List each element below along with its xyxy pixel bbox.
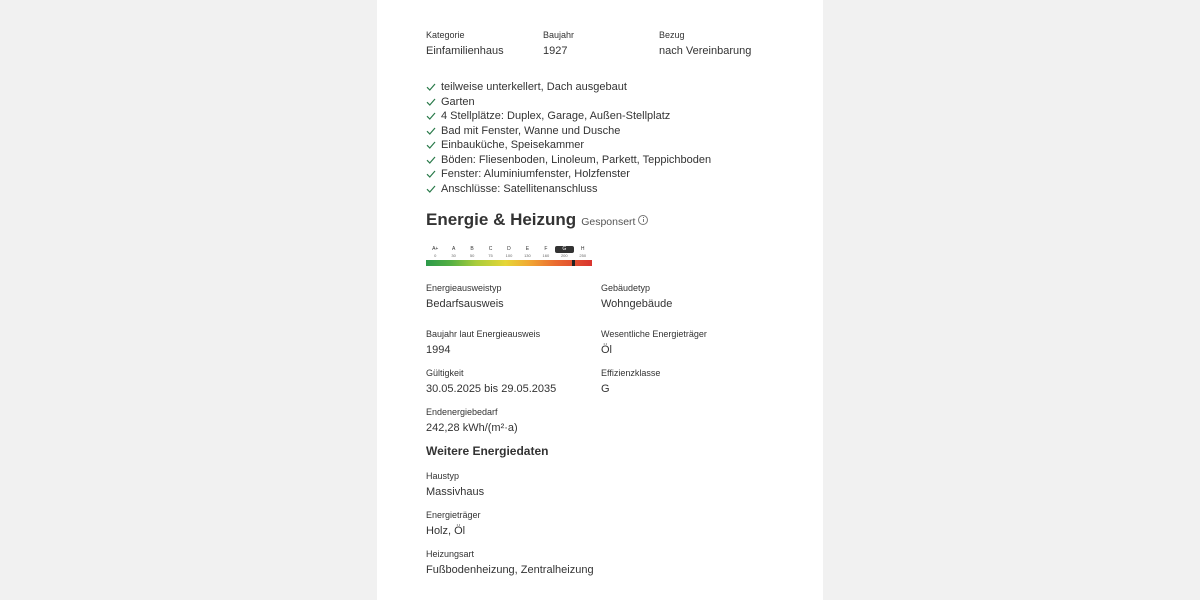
field-value: Bedarfsausweis xyxy=(426,298,504,310)
check-icon xyxy=(426,155,436,165)
feature-label: Fenster: Aluminiumfenster, Holzfenster xyxy=(441,168,630,181)
fact-value: Einfamilienhaus xyxy=(426,45,504,57)
scale-value-label: 200 xyxy=(560,253,568,258)
energy-field xyxy=(601,329,707,357)
field-label: Wesentliche Energieträger xyxy=(601,329,707,339)
fact-kategorie xyxy=(426,30,504,58)
feature-label: teilweise unterkellert, Dach ausgebaut xyxy=(441,81,627,94)
info-icon[interactable] xyxy=(638,215,648,225)
feature-item xyxy=(426,182,711,197)
field-label: Baujahr laut Energieausweis xyxy=(426,329,541,339)
check-icon xyxy=(426,169,436,179)
field-value: 1994 xyxy=(426,344,451,356)
scale-class-labels xyxy=(426,246,592,253)
more-energy-field xyxy=(426,549,594,577)
field-label: Gebäudetyp xyxy=(601,283,651,293)
check-icon xyxy=(426,111,436,121)
field-value: Holz, Öl xyxy=(426,525,466,537)
feature-label: Böden: Fliesenboden, Linoleum, Parkett, Teppichboden xyxy=(441,153,712,166)
fact-value: nach Vereinbarung xyxy=(659,45,752,57)
check-icon xyxy=(426,126,436,136)
fact-baujahr xyxy=(543,30,574,58)
scale-class-label: D xyxy=(507,246,511,252)
energy-field xyxy=(426,407,518,435)
field-value: G xyxy=(601,383,610,395)
more-energy-field xyxy=(426,471,484,499)
field-value: 242,28 kWh/(m²·a) xyxy=(426,422,518,434)
field-value: Fußbodenheizung, Zentralheizung xyxy=(426,564,594,576)
scale-value-label: 100 xyxy=(505,253,513,258)
field-value: Massivhaus xyxy=(426,486,485,498)
fact-label: Baujahr xyxy=(543,30,575,40)
energy-field xyxy=(601,368,660,396)
field-value: Öl xyxy=(601,344,612,356)
feature-label: Einbauküche, Speisekammer xyxy=(441,139,585,152)
scale-value-labels xyxy=(426,253,592,259)
feature-label: Bad mit Fenster, Wanne und Dusche xyxy=(441,124,621,137)
feature-list xyxy=(426,80,711,196)
field-label: Effizienzklasse xyxy=(601,368,661,378)
check-icon xyxy=(426,82,436,92)
check-icon xyxy=(426,140,436,150)
scale-marker xyxy=(572,260,575,266)
scale-class-label: C xyxy=(488,246,493,252)
scale-gradient-bar xyxy=(426,260,592,266)
feature-item xyxy=(426,153,711,168)
feature-label: Garten xyxy=(441,95,475,108)
field-label: Endenergiebedarf xyxy=(426,407,498,417)
field-label: Haustyp xyxy=(426,471,460,481)
field-label: Energieausweistyp xyxy=(426,283,502,293)
feature-item xyxy=(426,109,711,124)
check-icon xyxy=(426,97,436,107)
scale-value-label: 130 xyxy=(524,253,531,258)
sponsored-label: Gesponsert xyxy=(581,216,636,228)
scale-class-label: G xyxy=(555,246,573,253)
check-icon xyxy=(426,184,436,194)
feature-label: Anschlüsse: Satellitenanschluss xyxy=(441,182,598,195)
scale-class-label: A xyxy=(451,246,456,252)
energy-field xyxy=(426,368,556,396)
scale-value-label: 75 xyxy=(488,253,493,258)
feature-item xyxy=(426,167,711,182)
field-label: Gültigkeit xyxy=(426,368,464,378)
fact-label: Kategorie xyxy=(426,30,465,40)
energy-field xyxy=(426,329,540,357)
scale-class-label: B xyxy=(470,246,474,252)
field-value: 30.05.2025 bis 29.05.2035 xyxy=(426,383,557,395)
scale-value-label: 0 xyxy=(434,253,437,258)
field-value: Wohngebäude xyxy=(601,298,673,310)
more-energy-title: Weitere Energiedaten xyxy=(426,444,549,458)
fact-label: Bezug xyxy=(659,30,685,40)
energy-field xyxy=(426,283,504,311)
feature-label: 4 Stellplätze: Duplex, Garage, Außen-Stellplatz xyxy=(441,110,671,123)
field-label: Energieträger xyxy=(426,510,481,520)
feature-item xyxy=(426,138,711,153)
scale-value-label: 160 xyxy=(542,253,550,258)
energy-efficiency-scale xyxy=(426,246,592,268)
scale-class-label: H xyxy=(580,246,585,252)
scale-value-label: 250 xyxy=(579,253,587,258)
energy-field xyxy=(601,283,672,311)
energy-title: Energie & Heizung xyxy=(426,210,577,229)
scale-class-label: E xyxy=(525,246,530,252)
feature-item xyxy=(426,95,711,110)
listing-details-card xyxy=(377,0,823,600)
scale-class-label: F xyxy=(544,246,548,252)
feature-item xyxy=(426,80,711,95)
fact-bezug xyxy=(659,30,751,58)
scale-class-label: A+ xyxy=(432,246,439,252)
scale-value-label: 30 xyxy=(451,253,456,258)
scale-value-label: 50 xyxy=(469,253,475,258)
field-label: Heizungsart xyxy=(426,549,475,559)
more-energy-field xyxy=(426,510,481,538)
energy-heading xyxy=(426,210,648,230)
fact-value: 1927 xyxy=(543,45,568,57)
feature-item xyxy=(426,124,711,139)
